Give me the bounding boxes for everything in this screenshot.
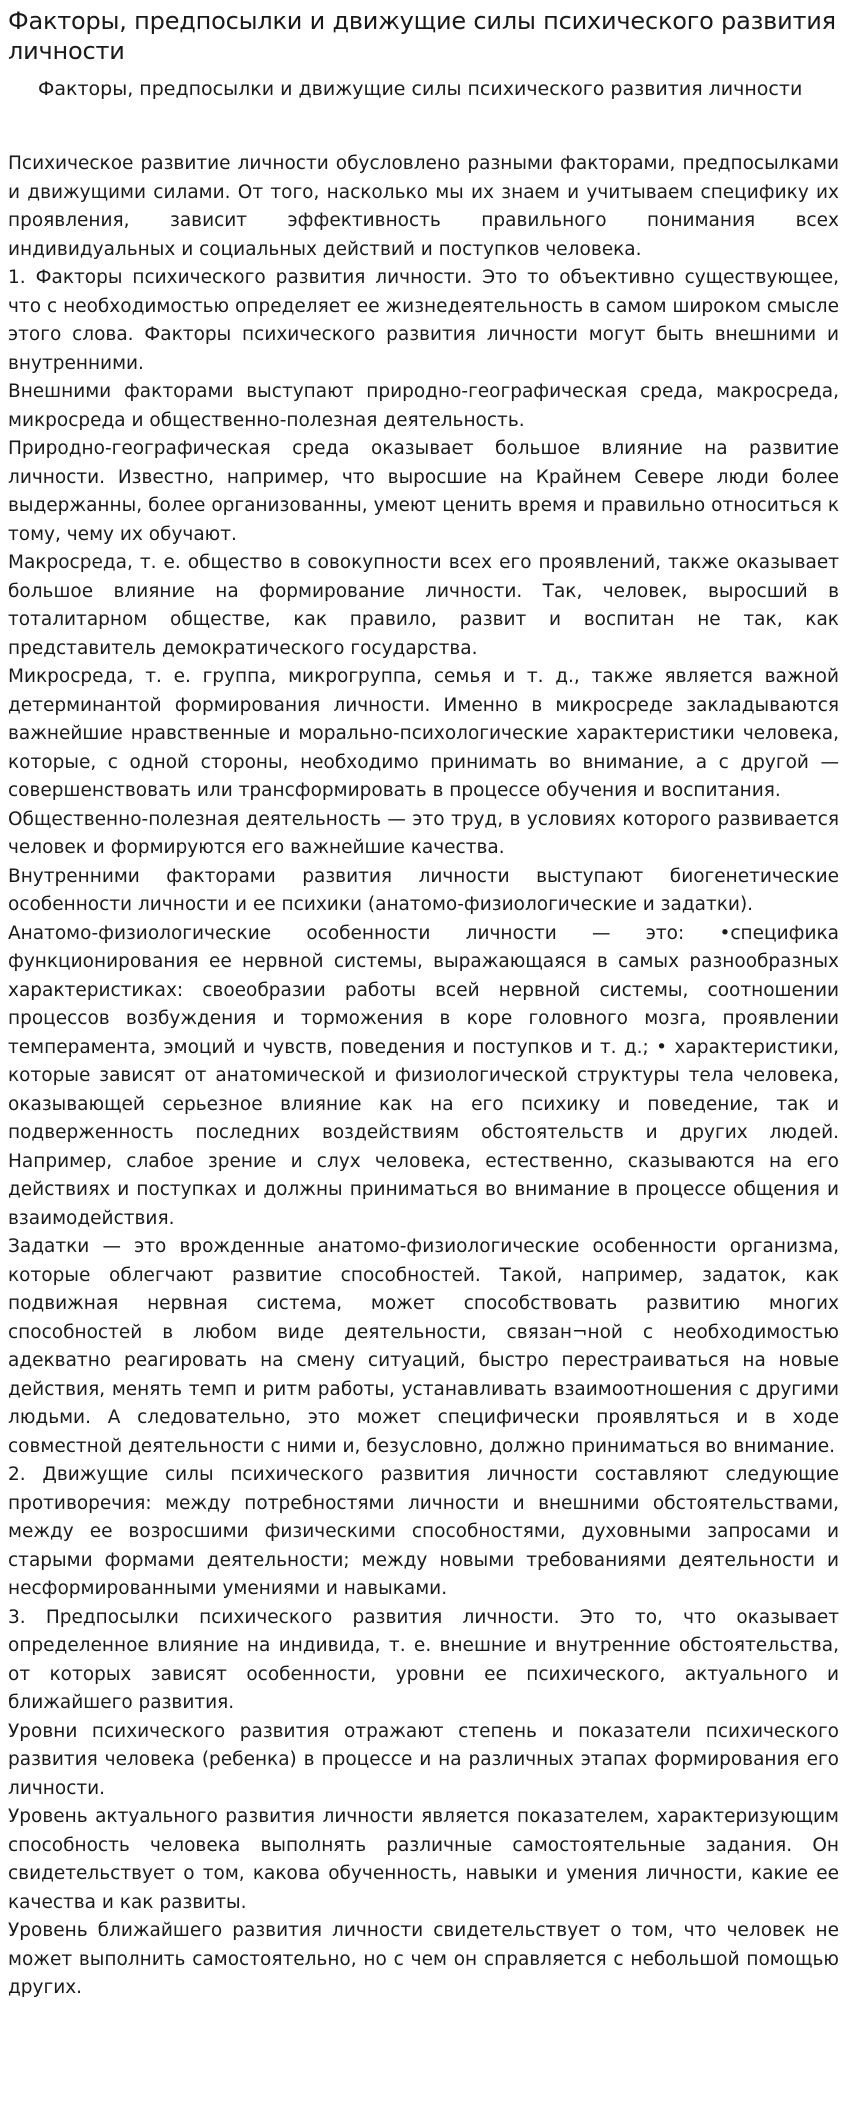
- paragraph-useful-activity: Общественно-полезная деятельность — это труд, в условиях которого развивается человек и формируются его важнейшие качества.: [8, 808, 839, 858]
- paragraph-natural-environment: Природно-географическая среда оказывает большое влияние на развитие личности. Известно, например, что выросшие на Крайнем Севере люди более выдержанны, более организованны, умеют ценить время и правильно относиться к тому, чему их обучают.: [8, 438, 839, 545]
- paragraph-driving-forces: 2. Движущие силы психического развития личности составляют следующие противоречия: между потребностями личности и внешними обстоятельствами, между ее возросшими физическими способностями, духовными запросами и старыми формами деятельности; между новыми требованиями деятельности и несформированными умениями и навыками.: [8, 1464, 839, 1599]
- page-title: Факторы, предпосылки и движущие силы психического развития личности: [8, 7, 836, 65]
- paragraph-actual-level: Уровень актуального развития личности является показателем, характеризующим способность человека выполнять различные самостоятельные задания. Он свидетельствует о том, какова обученность, навыки и умения личности, какие ее качества и как развиты.: [8, 1806, 839, 1913]
- paragraph-prerequisites: 3. Предпосылки психического развития личности. Это то, что оказывает определенное влияние на индивида, т. е. внешние и внутренние обстоятельства, от которых зависят особенности, уровни ее психического, актуального и ближайшего развития.: [8, 1606, 839, 1713]
- paragraph-macro-environment: Макросреда, т. е. общество в совокупности всех его проявлений, также оказывает большое влияние на формирование личности. Так, человек, выросший в тоталитарном обществе, как правило, развит и воспитан не так, как представитель демократического государства.: [8, 552, 839, 659]
- paragraph-development-levels: Уровни психического развития отражают степень и показатели психического развития человека (ребенка) в процессе и на различных этапах формирования его личности.: [8, 1720, 839, 1799]
- article-page: [8, 6, 839, 2003]
- paragraph-micro-environment: Микросреда, т. е. группа, микрогруппа, семья и т. д., также является важной детерминантой формирования личности. Именно в микросреде закладываются важнейшие нравственные и морально-психологические характеристики человека, которые, с одной стороны, необходимо принимать во внимание, а с другой — совершенствовать или трансформировать в процессе обучения и воспитания.: [8, 666, 839, 801]
- article-body: [8, 150, 839, 2003]
- paragraph-anatomo-physiological: Анатомо-физиологические особенности личности — это: •специфика функционирования ее нервной системы, выражающаяся в самых разнообразных характеристиках: своеобразии работы всей нервной системы, соотношении процессов возбуждения и торможения в коре головного мозга, проявлении темперамента, эмоций и чувств, поведения и поступков и т. д.; • характеристики, которые зависят от анатомической и физиологической структуры тела человека, оказывающей серьезное влияние как на его психику и поведение, так и подверженность последних воздействиям обстоятельств и других людей. Например, слабое зрение и слух человека, естественно, сказываются на его действиях и поступках и должны приниматься во внимание в процессе общения и взаимодействия.: [8, 922, 839, 1229]
- page-subtitle: Факторы, предпосылки и движущие силы психического развития личности: [38, 78, 803, 100]
- paragraph-proximal-level: Уровень ближайшего развития личности свидетельствует о том, что человек не может выполнить самостоятельно, но с чем он справляется с небольшой помощью других.: [8, 1920, 839, 1998]
- paragraph-internal-factors: Внутренними факторами развития личности выступают биогенетические особенности личности и ее психики (анатомо-физиологические и задатки).: [8, 865, 839, 915]
- paragraph-intro: Психическое развитие личности обусловлено разными факторами, предпосылками и движущими силами. От того, насколько мы их знаем и учитываем специфику их проявления, зависит эффективность правильного понимания всех индивидуальных и социальных действий и поступков человека.: [8, 153, 839, 260]
- paragraph-external-factors: Внешними факторами выступают природно-географическая среда, макросреда, микросреда и общественно-полезная деятельность.: [8, 381, 839, 431]
- paragraph-factors: 1. Факторы психического развития личности. Это то объективно существующее, что с необходимостью определяет ее жизнедеятельность в самом широком смысле этого слова. Факторы психического развития личности могут быть внешними и внутренними.: [8, 267, 839, 374]
- paragraph-inclinations: Задатки — это врожденные анатомо-физиологические особенности организма, которые облегчают развитие способностей. Такой, например, задаток, как подвижная нервная система, может способствовать развитию многих способностей в любом виде деятельности, связан¬ной с необходимостью адекватно реагировать на смену ситуаций, быстро перестраиваться на новые действия, менять темп и ритм работы, устанавливать взаимоотношения с другими людьми. А следовательно, это может специфически проявляться и в ходе совместной деятельности с ними и, безусловно, должно приниматься во внимание.: [8, 1236, 839, 1457]
